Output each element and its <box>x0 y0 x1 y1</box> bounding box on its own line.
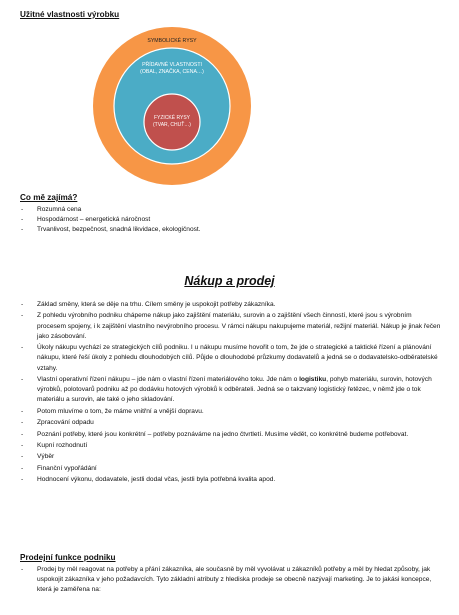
list-item <box>21 311 442 342</box>
bullet-dash: - <box>21 566 24 573</box>
keyword-logistics: logistiku <box>299 375 327 383</box>
bullet-dash: - <box>21 216 24 224</box>
list-item-text: Poznání potřeby, které jsou konkrétní – potřeby poznáváme na jedno čtvrtletí. Musíme vědět, co konkrétně budeme potřebovat. <box>37 430 409 438</box>
list-item <box>21 375 442 406</box>
list-item-text: Trvanlivost, bezpečnost, snadná likvidace, ekologičnost. <box>37 226 201 234</box>
middle-circle-label-line1: PŘÍDAVNÉ VLASTNOSTI <box>142 62 202 68</box>
bullet-dash: - <box>21 344 24 352</box>
bullet-dash: - <box>21 312 24 320</box>
list-item <box>21 430 442 440</box>
bullet-dash: - <box>21 441 24 449</box>
sales-function-list <box>21 565 442 596</box>
section-title-sales-function: Prodejní funkce podniku <box>20 553 116 562</box>
bullet-dash: - <box>21 476 24 484</box>
list-item <box>21 225 437 235</box>
list-item-text: Hospodárnost – energetická náročnost <box>37 216 151 224</box>
list-item-text-before: Vlastní operativní řízení nákupu – jde nám o vlastní řízení materiálového toku. Jde nám o <box>37 375 300 383</box>
inner-circle-label-line1: FYZICKÉ RYSY <box>153 115 191 121</box>
list-item <box>21 464 442 474</box>
list-item-text: Z pohledu výrobního podniku chápeme nákup jako zajištění materiálu, surovin a o zajištění všech činností, které jsou s výrobním procesem spojeny, i k zajištění vlastního nevýrobního procesu. V rámci nákupu nakupujeme materiál, režijní materiál. Nákup je jinak řečen jako zásobování. <box>37 312 441 340</box>
bullet-dash: - <box>21 375 24 383</box>
list-item-text-after: , pohyb materiálu, surovin, hotových výrobků, polotovarů podniku až po dodávku hotových výrobků k odběrateli. Jedná se o takzvaný logistický řetězec, v němž jde o tok materiálu a surovin, ale také o jeho skladování. <box>37 375 432 404</box>
list-item-text: Rozumná cena <box>37 206 82 213</box>
bullet-dash: - <box>21 407 24 415</box>
bullet-dash: - <box>21 419 24 427</box>
list-item-text: Potom mluvíme o tom, že máme vnitřní a vnější dopravu. <box>37 407 204 415</box>
list-item <box>21 343 442 374</box>
bullet-dash: - <box>21 430 24 438</box>
middle-circle-label-line2: (OBAL, ZNAČKA, CENA…) <box>140 69 204 75</box>
list-item-text: Prodej by měl reagovat na potřeby a přání zákazníka, ale současně by měl vyvolávat u zákazníků potřeby a měl by hledat způsoby, jak uspokojit zákazníka v jeho požadavcích. Tyto základní atributy z hlediska prodeje se obecně nazývají marketing. Je to jakási koncepce, která je zaměřena na: <box>37 566 432 594</box>
bullet-dash: - <box>21 206 24 213</box>
list-item-text: Hodnocení výkonu, dodavatele, jestli dodal včas, jestli byla potřebná kvalita apod. <box>37 476 276 484</box>
list-item <box>21 407 442 417</box>
list-item <box>21 215 437 225</box>
bullet-dash: - <box>21 301 24 308</box>
list-item <box>21 441 442 451</box>
bullet-dash: - <box>21 464 24 472</box>
list-item <box>21 418 442 428</box>
list-item <box>21 300 442 310</box>
section-title-interest: Co mě zajímá? <box>20 193 78 202</box>
list-item-text: Kupní rozhodnutí <box>37 441 88 449</box>
list-item <box>21 452 442 462</box>
bullet-dash: - <box>21 453 24 461</box>
bullet-dash: - <box>21 226 24 234</box>
list-item <box>21 475 442 485</box>
list-item-text: Úkoly nákupu vychází ze strategických cílů podniku. I u nákupu musíme hovořit o tom, že jde o strategické a taktické řízení a plánování nákupu, které řeší úkoly z pohledu dlouhodobých cílů. Půjde o dlouhodobé průzkumy dodavatelů a jedná se o dodavatelsko-odběratelské vztahy. <box>37 344 438 372</box>
purchase-sales-list <box>21 300 442 487</box>
list-item <box>21 205 437 215</box>
list-item <box>21 565 442 596</box>
list-item-text: Finanční vypořádání <box>37 464 97 472</box>
main-title: Nákup a prodej <box>184 274 275 288</box>
list-item-text: Zpracování odpadu <box>37 419 94 427</box>
product-levels-diagram <box>92 26 252 186</box>
list-item-text: Základ směny, která se děje na trhu. Cílem směny je uspokojit potřeby zákazníka. <box>37 301 276 308</box>
inner-circle-label-line2: (TVAR, CHUŤ…) <box>153 122 191 128</box>
outer-circle-label: SYMBOLICKÉ RYSY <box>147 38 197 44</box>
interest-list <box>21 205 437 236</box>
section-title-product-properties: Užitné vlastnosti výrobku <box>20 10 120 19</box>
list-item-text: Výběr <box>37 453 55 461</box>
